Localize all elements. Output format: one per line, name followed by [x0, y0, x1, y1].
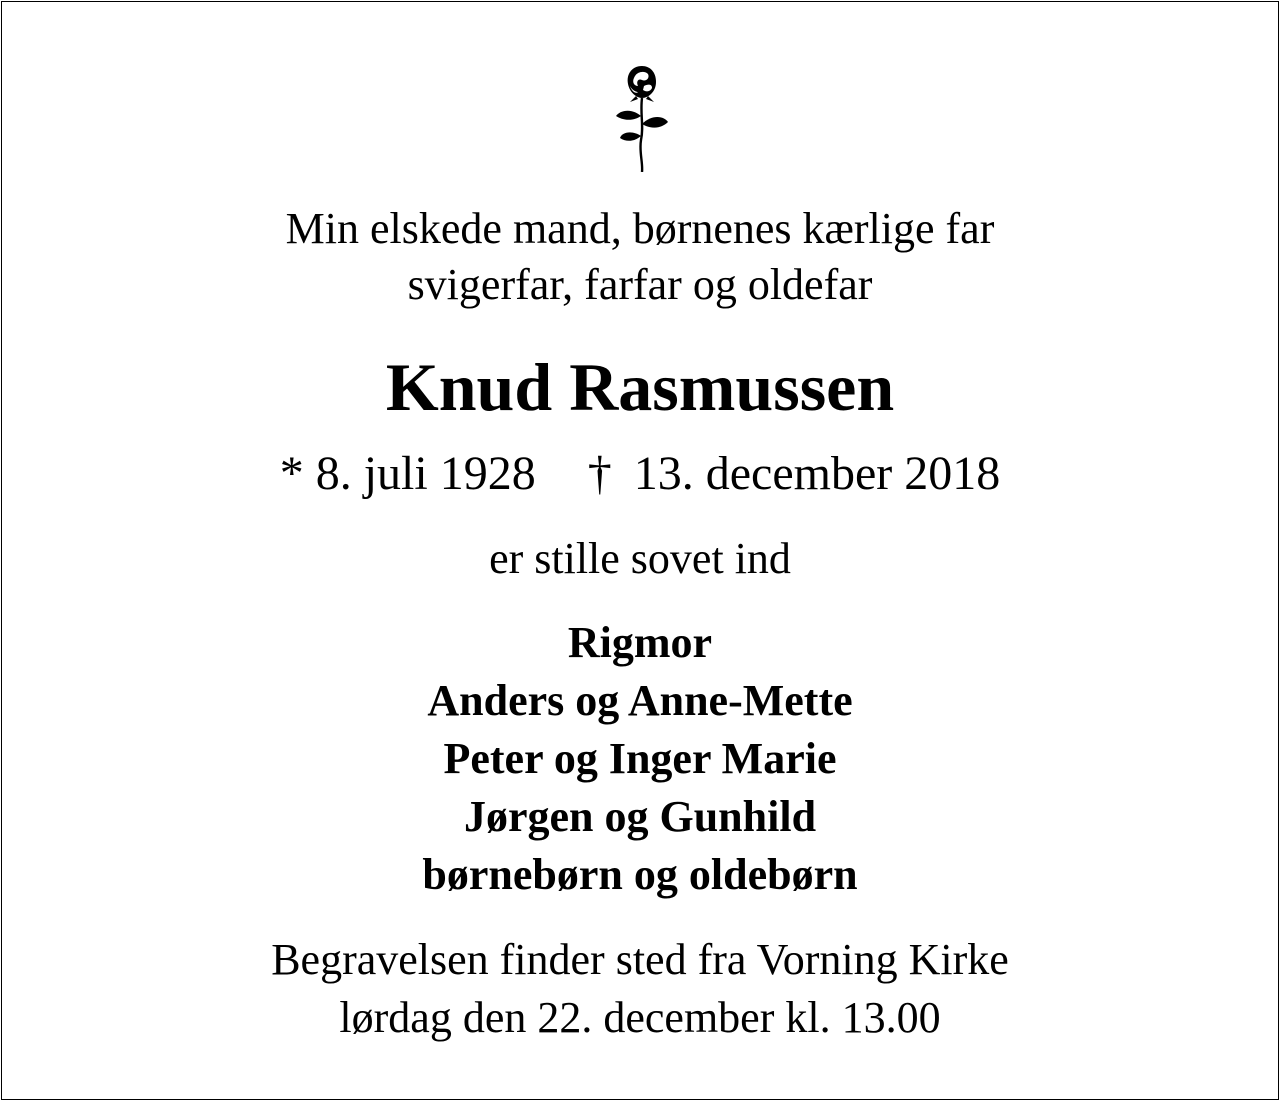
family-line: børnebørn og oldebørn	[422, 850, 858, 899]
birth-date: * 8. juli 1928	[279, 447, 536, 500]
funeral-line-2: lørdag den 22. december kl. 13.00	[339, 993, 941, 1042]
family-line: Anders og Anne-Mette	[427, 676, 853, 725]
family-line: Rigmor	[567, 618, 713, 667]
status-line: er stille sovet ind	[489, 534, 791, 583]
rose-icon	[610, 64, 674, 172]
deceased-name: Knud Rasmussen	[385, 349, 895, 425]
cross-icon: †	[587, 447, 612, 500]
intro-line-2: svigerfar, farfar og oldefar	[407, 260, 873, 309]
family-line: Peter og Inger Marie	[443, 734, 837, 783]
intro-line-1: Min elskede mand, børnenes kærlige far	[285, 204, 995, 253]
family-line: Jørgen og Gunhild	[463, 792, 817, 841]
obituary-notice	[1, 1, 1279, 1100]
funeral-line-1: Begravelsen finder sted fra Vorning Kirke	[271, 935, 1009, 984]
death-date: 13. december 2018	[633, 447, 1001, 500]
life-dates	[2, 446, 1278, 502]
